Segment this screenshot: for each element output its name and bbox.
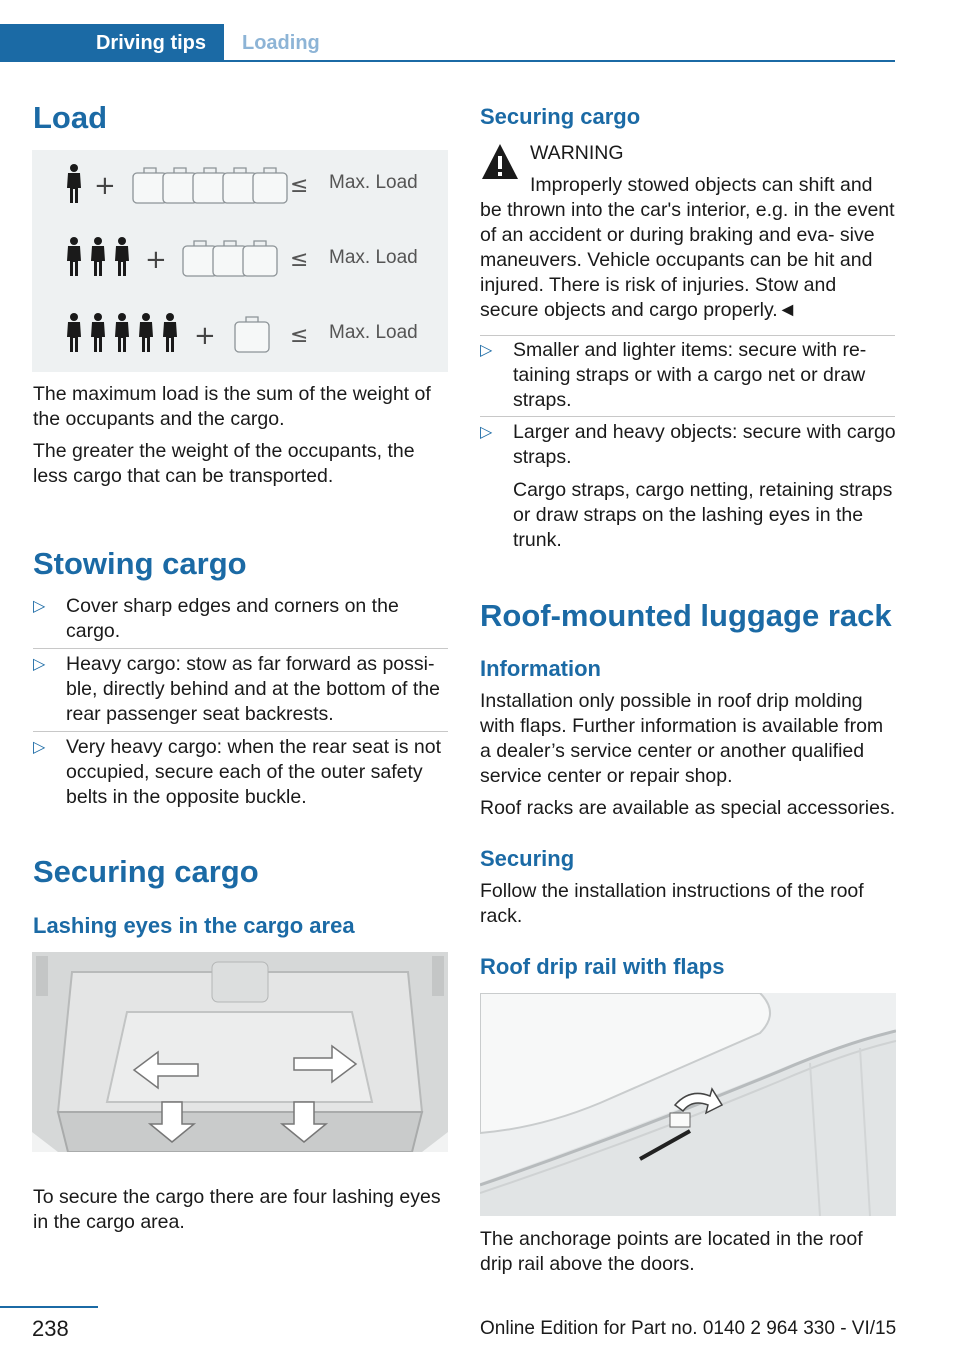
stowing-item-3 (33, 735, 453, 810)
securing-item-2-detail: Cargo straps, cargo netting, retaining straps or draw straps on the lashing eyes in the trunk. (513, 479, 893, 551)
stowing-heading: Stowing cargo (33, 546, 247, 581)
max-load-label-3: Max. Load (329, 322, 418, 343)
load-heading: Load (33, 100, 108, 135)
securing-paragraph: Follow the installation instructions of the roof rack. (480, 880, 864, 927)
stowing-item-text: Very heavy cargo: when the rear seat is not occupied, secure each of the outer safety belts in the opposite buckle. (66, 736, 442, 808)
lashing-eyes-heading: Lashing eyes in the cargo area (33, 913, 355, 938)
bullet-triangle-icon: ▷ (33, 656, 46, 673)
svg-text:≤: ≤ (290, 323, 309, 348)
information-paragraph-1: Installation only possible in roof drip molding with flaps. Further information is available from a dealer’s service center or another qualified service center or repair shop. (480, 690, 884, 787)
header-rule (224, 60, 895, 62)
max-load-label-2: Max. Load (329, 247, 418, 268)
svg-text:+: + (94, 171, 116, 201)
cargo-area-figure (32, 952, 448, 1172)
divider (33, 731, 448, 732)
stowing-item-2 (33, 652, 453, 727)
max-load-label-1: Max. Load (329, 172, 418, 193)
tab-loading[interactable]: Loading (242, 32, 320, 54)
svg-text:≤: ≤ (290, 247, 309, 272)
securing-heading: Securing (480, 846, 575, 871)
information-heading: Information (480, 656, 601, 681)
svg-text:≤: ≤ (290, 173, 309, 198)
tab-driving-tips[interactable]: Driving tips (0, 24, 224, 62)
stowing-item-text: Cover sharp edges and corners on the cargo. (66, 595, 399, 642)
edition-footer: Online Edition for Part no. 0140 2 964 330 - VI/15 (480, 1318, 897, 1339)
divider (33, 648, 448, 649)
information-paragraph-2: Roof racks are available as special accessories. (480, 797, 896, 819)
drip-rail-heading: Roof drip rail with flaps (480, 954, 725, 979)
warning-text: Improperly stowed objects can shift and be thrown into the car's interior, e.g. in the event of an accident or during braking and eva‐ sive maneuvers. Vehicle occupants can be hit and injured. There is risk of injuries. Stow and secure objects and cargo properly.◄ (480, 174, 895, 321)
svg-text:+: + (194, 321, 216, 351)
stowing-item-1 (33, 594, 453, 644)
bullet-triangle-icon: ▷ (33, 739, 46, 756)
load-paragraph-1: The maximum load is the sum of the weight of the occupants and the cargo. (33, 383, 431, 430)
securing-item-text: Smaller and lighter items: secure with re‐ taining straps or with a cargo net or draw straps. (513, 339, 867, 411)
securing-item-text: Larger and heavy objects: secure with cargo straps. (513, 421, 896, 468)
stowing-item-text: Heavy cargo: stow as far forward as possi‐ ble, directly behind and at the bottom of the rear passenger seat backrests. (66, 653, 440, 725)
drip-rail-figure (480, 993, 896, 1216)
securing-cargo-subheading: Securing cargo (480, 104, 641, 129)
bullet-triangle-icon: ▷ (480, 424, 493, 441)
divider (480, 416, 895, 417)
load-paragraph-2: The greater the weight of the occupants, the less cargo that can be transported. (33, 440, 415, 487)
header-tabs (0, 24, 895, 62)
divider (480, 335, 895, 336)
lashing-paragraph: To secure the cargo there are four lashing eyes in the cargo area. (33, 1186, 441, 1233)
bullet-triangle-icon: ▷ (33, 598, 46, 615)
footer-rule (0, 1306, 98, 1308)
max-load-figure (32, 150, 448, 372)
bullet-triangle-icon: ▷ (480, 342, 493, 359)
warning-label: WARNING (530, 142, 624, 164)
svg-text:+: + (145, 245, 167, 275)
securing-item-1 (480, 338, 900, 413)
securing-item-2 (480, 420, 900, 470)
drip-rail-paragraph: The anchorage points are located in the roof drip rail above the doors. (480, 1228, 863, 1275)
securing-cargo-heading: Securing cargo (33, 854, 259, 889)
roof-rack-heading: Roof-mounted luggage rack (480, 598, 892, 633)
page-number: 238 (32, 1316, 69, 1341)
